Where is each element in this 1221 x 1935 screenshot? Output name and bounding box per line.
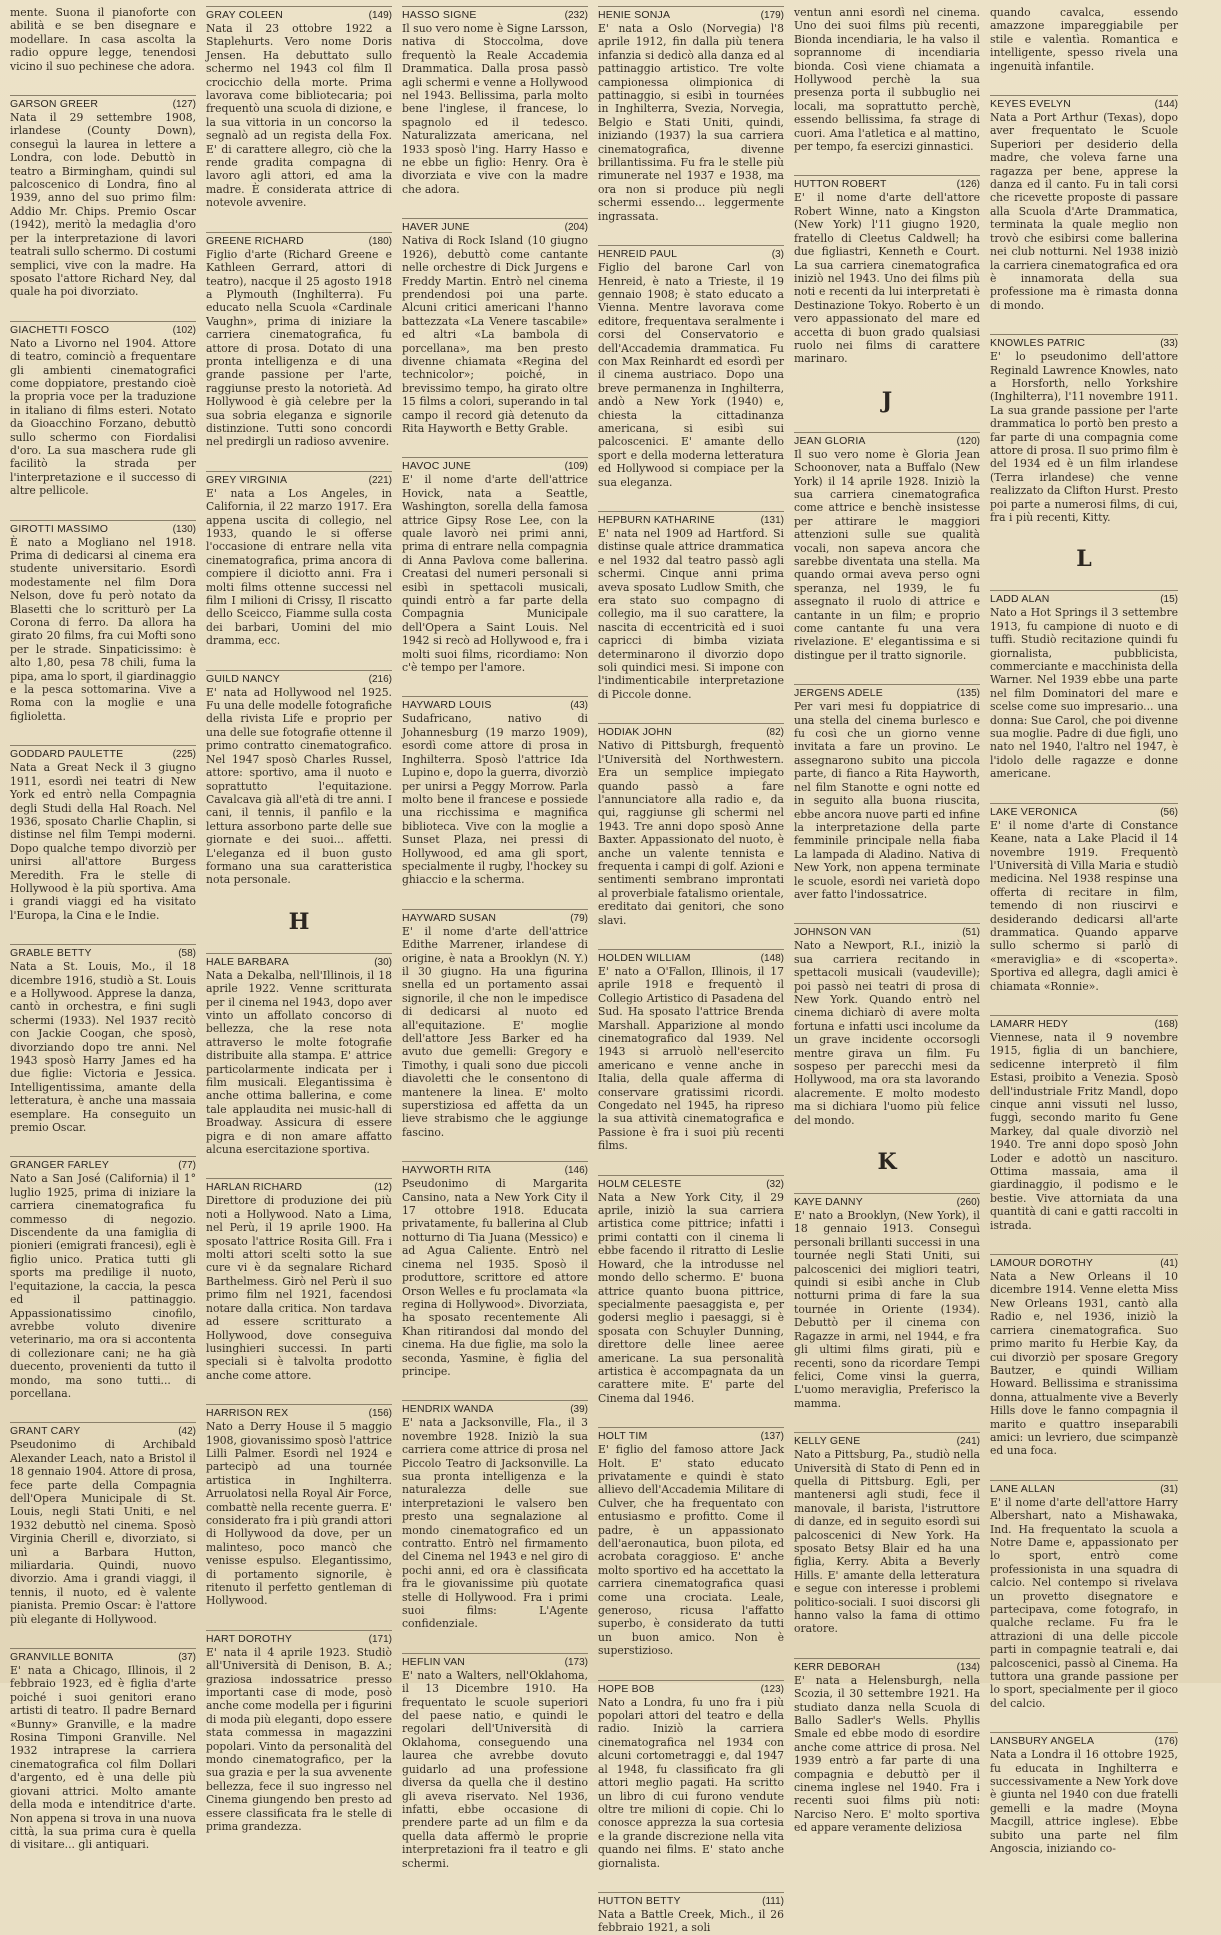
- entry-number: (171): [368, 1633, 392, 1645]
- entry-hayward-susan: [402, 909, 588, 1140]
- entry-henie-sonja: [598, 6, 784, 223]
- entry-header: [990, 1254, 1178, 1269]
- entry-number: (12): [374, 1182, 392, 1194]
- entry-number: (180): [368, 235, 392, 247]
- entry-number: (176): [1154, 1736, 1178, 1748]
- entry-text: Nativo di Pittsburgh, frequentò l'Università del Northwestern. Era un semplice impiegato quando passò a fare l'annunciatore alla radio e, da qui, raggiunse gli schermi nel 1943. Tre anni dopo sposò Anne Baxter. Appassionato del nuoto, è anche un valente tennista e frequenta i campi di golf. Azioni e sentimenti sembrano improntati al proverbiale fatalismo orientale, ereditato dai genitori, che sono slavi.: [598, 739, 784, 927]
- entry-number: (58): [178, 948, 196, 960]
- entry-granville-bonita: [10, 1648, 196, 1852]
- continued-text: mente. Suona il pianoforte con abilità e se ben disegnare e modellare. In casa ascolta la radio oppure legge, tenendosi vicino il suo pechinese che adora.: [10, 6, 196, 73]
- entry-name: GRANGER FARLEY: [10, 1159, 110, 1172]
- entry-header: [402, 1653, 588, 1668]
- entry-keyes-evelyn: [990, 95, 1178, 312]
- entry-header: [402, 457, 588, 472]
- entry-name: HOPE BOB: [598, 1682, 655, 1695]
- entry-name: HASSO SIGNE: [402, 9, 477, 21]
- entry-name: HODIAK JOHN: [598, 726, 672, 739]
- entry-number: (148): [760, 952, 784, 964]
- entry-name: HOLDEN WILLIAM: [598, 951, 691, 964]
- column-3: [402, 6, 588, 1870]
- entry-name: GUILD NANCY: [206, 672, 280, 685]
- entry-name: HART DOROTHY: [206, 1632, 293, 1645]
- entry-granger-farley: [10, 1156, 196, 1400]
- entry-name: HAVER JUNE: [402, 221, 470, 234]
- entry-kaye-danny: [794, 1193, 980, 1410]
- entry-text: Nato a Hot Springs il 3 settembre 1913, fu campione di nuoto e di tuffi. Studiò recitazione quindi fu giornalista, pubblicista, commerciante e macchinista della Warner. Nel 1939 ebbe una parte nel film Dominatori del mare e scelse come suo impresario... una donna: Sue Carol, che poi divenne sua moglie. Padre di due figli, uno nato nel 1940, l'altro nel 1947, è l'idolo delle ragazze e donne americane.: [990, 606, 1178, 781]
- entry-number: (221): [368, 474, 392, 486]
- entry-hayworth-rita: [402, 1161, 588, 1378]
- entry-text: Viennese, nata il 9 novembre 1915, figlia di un banchiere, sedicenne interpretò il film Estasi, proibito a Venezia. Sposò dell'industriale Fritz Mandl, dopo cinque anni vissuti nel lusso, fuggì, secondo marito fu Gene Markey, dal quale divorziò nel 1940. Tre anni dopo sposò John Loder e adottò un nascituro. Ottima massaia, ama il giardinaggio, il podismo e le bestie. Vive attorniata da una quantità di cani e gatti raccolti in istrada.: [990, 1030, 1178, 1232]
- column-4: [598, 6, 784, 1935]
- entry-name: HEFLIN VAN: [402, 1655, 466, 1668]
- entry-header: [598, 949, 784, 964]
- entry-name: JOHNSON VAN: [794, 926, 872, 939]
- entry-text: E' nata a Oslo (Norvegia) l'8 aprile 1912, fin dalla più tenera infanzia si dedicò alla danza ed al pattinaggio artistico. Tre volte campionessa olimpionica di pattinaggio, si esibì in tournées in Inghilterra, Svezia, Norvegia, Belgio e Stati Uniti, quindi, iniziando (1937) la sua carriera cinematografica, divenne brillantissima. Fu fra le stelle più rimunerate nel 1937 e 1938, ma ora non si produce più negli schermi essendo... leggermente ingrassata.: [598, 22, 784, 223]
- entry-text: E' il nome d'arte dell'attore Harry Albershart, nato a Mishawaka, Ind. Ha frequentato la scuola a Notre Dame e, appassionato per lo sport, entrò come professionista in una squadra di calcio. Nel contempo si rivelava un provetto disegnatore e partecipava, come fotografo, in qualche reclame. Fu fra le attrazioni di una delle piccole parti in compagnie teatrali e, dai palcoscenici, passò al Cinema. Ha tuttora una grande passione per lo sport, specialmente per il gioco del calcio.: [990, 1495, 1178, 1710]
- entry-number: (111): [762, 1895, 784, 1907]
- entry-header: [402, 218, 588, 233]
- continued-text: ventun anni esordì nel cinema. Uno dei suoi films più recenti, Bionda incendiaria, le ha valso il soprannome di incendiaria bionda. Così viene chiamata a Hollywood perchè la sua presenza porta il subbuglio nei locali, ma soprattutto perchè, essendo bellissima, fa strage di cuori. Ama l'atletica e al mattino, per tempo, fa esercizi ginnastici.: [794, 6, 980, 154]
- entry-havoc-june: [402, 457, 588, 674]
- entry-name: KAYE DANNY: [794, 1196, 863, 1209]
- entry-header: [402, 909, 588, 924]
- entry-text: E' il nome d'arte dell'attore Robert Winne, nato a Kingston (New York) l'11 giugno 1920, fratello di Cleetus Caldwell; ha due figliastri, Kenneth e Court. La sua carriera cinematografica iniziò nel 1943. Uno dei films più noti e recenti da lui interpretati è Destinazione Tokyo. Roberto è un vero appassionato del mare ed accetta di buon grado qualsiasi ruolo nei films di carattere marinaro.: [794, 191, 980, 366]
- entry-header: [10, 745, 196, 760]
- entry-name: GRAY COLEEN: [206, 9, 284, 21]
- entry-heflin-van: [402, 1653, 588, 1870]
- entry-text: Nato a Pittsburg, Pa., studiò nella Università di Stato di Penn ed in quella di Pittsburg. Egli, per mantenersi agli studi, fece il manovale, il barista, l'istruttore di danze, ed in seguito esordì sui palcoscenici di New York. Ha sposato Betsy Blair ed ha una figlia, Kerry. Abita a Beverly Hills. E' amante della letteratura e segue con interesse i problemi politico-sociali. I suoi discorsi gli hanno valso la fama di ottimo oratore.: [794, 1448, 980, 1636]
- entry-number: (179): [760, 10, 784, 21]
- entry-header: [990, 1732, 1178, 1747]
- entry-jergens-adele: [794, 684, 980, 901]
- entry-number: (146): [564, 1165, 588, 1177]
- entry-name: HOLM CELESTE: [598, 1177, 682, 1190]
- entry-name: HUTTON ROBERT: [794, 178, 887, 191]
- entry-number: (131): [760, 515, 784, 526]
- entry-text: E' nato a Walters, nell'Oklahoma, il 13 Dicembre 1910. Ha frequentato le scuole superiori del paese natio, e quindi le regolari dell'Università di Oklahoma, conseguendo una laurea che avrebbe dovuto guidarlo ad una professione diversa da quella che il destino gli aveva riservato. Nel 1936, infatti, ebbe occasione di prendere parte ad un film e da quella data affermò le proprie interpretazioni fra il teatro e gli schermi.: [402, 1668, 588, 1870]
- entry-header: [598, 1892, 784, 1907]
- entry-header: [598, 6, 784, 21]
- entry-text: Sudafricano, nativo di Johannesburg (19 marzo 1909), esordì come attore di prosa in Inghilterra. Sposò l'attrice Ida Lupino e, dopo la guerra, divorziò per unirsi a Peggy Morrow. Parla molto bene il francese e possiede una ricchissima e magnifica biblioteca. Vive con la moglie a Sunset Plaza, nei pressi di Hollywood, ed ama gli sport, specialmente il rugby, l'hockey su ghiaccio e la scherma.: [402, 712, 588, 887]
- entry-name: GREENE RICHARD: [206, 234, 304, 247]
- entry-hepburn-katharine: [598, 511, 784, 701]
- entry-name: HAYWORTH RITA: [402, 1164, 491, 1177]
- entry-name: HENIE SONJA: [598, 9, 671, 21]
- entry-number: (41): [1160, 1258, 1178, 1270]
- entry-number: (204): [564, 222, 588, 234]
- entry-number: (56): [1160, 806, 1178, 818]
- entry-name: GARSON GREER: [10, 98, 99, 111]
- entry-text: E' nata a Helensburgh, nella Scozia, il 30 settembre 1921. Ha studiato danza nella Scuola di Ballo Sadler's Wells. Phyllis Smale ed ebbe modo di esordire anche come attrice di prosa. Nel 1939 entrò a far parte di una compagnia e debuttò per il cinema inglese nel 1940. Fra i recenti suoi films più noti: Narciso Nero. E' molto sportiva ed appare veramente deliziosa: [794, 1673, 980, 1835]
- entry-hendrix-wanda: [402, 1400, 588, 1631]
- entry-gray-coleen: [206, 6, 392, 210]
- entry-greene-richard: [206, 232, 392, 449]
- entry-name: LAMARR HEDY: [990, 1017, 1069, 1030]
- entry-name: KELLY GENE: [794, 1435, 861, 1448]
- entry-number: (30): [374, 956, 392, 968]
- entry-header: [990, 1015, 1178, 1030]
- entry-hutton-robert: [794, 175, 980, 365]
- entry-name: HALE BARBARA: [206, 955, 289, 968]
- entry-number: (77): [178, 1160, 196, 1172]
- entry-header: [990, 803, 1178, 818]
- entry-name: HUTTON BETTY: [598, 1894, 681, 1907]
- entry-header: [598, 723, 784, 738]
- entry-name: HARLAN RICHARD: [206, 1181, 303, 1194]
- entry-header: [794, 1658, 980, 1673]
- entry-header: [402, 1161, 588, 1176]
- entry-number: (37): [178, 1652, 196, 1664]
- column-2: [206, 6, 392, 1834]
- entry-header: [598, 1427, 784, 1442]
- entry-header: [206, 232, 392, 247]
- entry-header: [206, 6, 392, 21]
- entry-header: [598, 1680, 784, 1695]
- entry-holt-tim: [598, 1427, 784, 1658]
- entry-header: [206, 1630, 392, 1645]
- entry-text: Nata a Battle Creek, Mich., il 26 febbraio 1921, a soli: [598, 1907, 784, 1935]
- entry-name: GRANVILLE BONITA: [10, 1651, 114, 1664]
- entry-number: (43): [570, 700, 588, 712]
- entry-name: GODDARD PAULETTE: [10, 748, 124, 761]
- entry-header: [794, 175, 980, 190]
- entry-number: (225): [172, 749, 196, 761]
- entry-number: (137): [760, 1431, 784, 1443]
- entry-name: KERR DEBORAH: [794, 1660, 881, 1673]
- entry-text: È nato a Mogliano nel 1918. Prima di dedicarsi al cinema era studente universitario. Esordì modestamente nel film Dora Nelson, dove fu però notato da Blasetti che lo scritturò per La Corona di ferro. Da allora ha girato 20 films, fra cui Mofti sono per le strade. Sinpaticissimo: è alto 1,80, pesa 78 chili, fuma la pipa, ama lo sport, il giardinaggio e la pesca sottomarina. Vive a Roma con la moglie e una figlioletta.: [10, 535, 196, 723]
- entry-header: [794, 923, 980, 938]
- entry-hayward-louis: [402, 696, 588, 886]
- entry-name: GIACHETTI FOSCO: [10, 323, 110, 336]
- entry-header: [990, 1480, 1178, 1495]
- entry-garson-greer: [10, 95, 196, 299]
- entry-text: E' il nome d'arte dell'attrice Edithe Marrener, irlandese di origine, è nata a Brooklyn (N. Y.) il 30 giugno. Ha una figurina snella ed un portamento assai signorile, il che non le impedisce di dedicarsi al nuoto ed all'equitazione. E' moglie dell'attore Jess Barker ed ha avuto due gemelli: Gregory e Timothy, i quali sono due piccoli diavoletti che le consentono di mantenere la linea. E' molto superstiziosa ed affetta da un lieve strabismo che le aggiunge fascino.: [402, 924, 588, 1139]
- entry-text: Nato a San José (California) il 1° luglio 1925, prima di iniziare la carriera cinematografica fu commesso di negozio. Discendente da una famiglia di pionieri (emigrati francesi), egli è figlio unico. Pratica tutti gli sports ma predilige il nuoto, l'equitazione, la caccia, la pesca ed il pattinaggio. Appassionatissimo cinofilo, avrebbe voluto divenire veterinario, ma ora si accontenta di collezionare cani; ne ha già duecento, provenienti da tutto il mondo, ma sono tutti... di porcellana.: [10, 1172, 196, 1400]
- entry-name: HENDRIX WANDA: [402, 1403, 494, 1416]
- entry-header: [598, 245, 784, 260]
- entry-name: GRANT CARY: [10, 1425, 81, 1438]
- entry-number: (149): [368, 10, 392, 21]
- entry-name: HOLT TIM: [598, 1430, 648, 1443]
- entry-number: (168): [1154, 1018, 1178, 1030]
- entry-girotti-massimo: [10, 520, 196, 724]
- entry-name: LAMOUR DOROTHY: [990, 1257, 1094, 1270]
- entry-grable-betty: [10, 944, 196, 1134]
- entry-header: [402, 1400, 588, 1415]
- entry-text: E' nata ad Hollywood nel 1925. Fu una delle modelle fotografiche della rivista Life e proprio per una delle sue fotografie ottenne il primo contratto cinematografico. Nel 1947 sposò Charles Russel, attore: sportivo, ama il nuoto e soprattutto l'equitazione. Cavalcava già all'età di tre anni. I cani, il tennis, il panfilo e la lettura assorbono parte delle sue giornate e dei suoi... affetti. L'eleganza ed il buon gusto formano una sua caratteristica nota personale.: [206, 685, 392, 887]
- entry-text: E' nata a Los Angeles, in California, il 22 marzo 1917. Era appena uscita di collegio, nel 1933, quando le si offerse l'occasione di entrare nella vita cinematografica, prima ancora di compiere il diciotto anni. Fra i molti films ottenne successi nel film I milioni di Crissy, Il riscatto dello Sceicco, Fiamme sulla costa dei barbari, Uomini del mio dramma, ecc.: [206, 486, 392, 648]
- entry-header: [402, 696, 588, 711]
- entry-text: E' il nome d'arte di Constance Keane, nata a Lake Placid il 14 novembre 1919. Frequentò l'Università di Villa Maria e studiò medicina. Nel 1938 respinse una offerta di recitare in film, temendo di non riuscirvi e desiderando dedicarsi all'arte drammatica. Quando apparve sullo schermo si parlò di «meraviglia» e di «scoperta». Sportiva ed allegra, dagli amici è chiamata «Ronnie».: [990, 818, 1178, 993]
- entry-name: KNOWLES PATRIC: [990, 337, 1086, 350]
- entry-number: (109): [564, 461, 588, 473]
- section-letter: L: [1076, 546, 1092, 573]
- entry-name: JEAN GLORIA: [794, 434, 866, 447]
- entry-hope-bob: [598, 1680, 784, 1870]
- entry-text: E' nata a Jacksonville, Fla., il 3 novembre 1928. Iniziò la sua carriera come attrice di prosa nel Piccolo Teatro di Jacksonville. La sua pronta intelligenza e la naturalezza delle sue interpretazioni le valsero ben presto una segnalazione al mondo cinematografico ed un contratto. Entrò nel firmamento del Cinema nel 1943 e nel giro di pochi anni, ed ora è classificata fra le giovanissime più quotate stelle di Hollywood. Fra i primi suoi films: L'Agente confidenziale.: [402, 1416, 588, 1631]
- entry-text: Nata a Londra il 16 ottobre 1925, fu educata in Inghilterra e successivamente a New York dove è giunta nel 1940 con due fratelli gemelli e la madre (Moyna Macgill, attrice inglese). Ebbe subito una parte nel film Angoscia, iniziando co-: [990, 1748, 1178, 1856]
- entry-johnson-van: [794, 923, 980, 1127]
- entry-name: JERGENS ADELE: [794, 687, 883, 700]
- entry-number: (15): [1160, 594, 1178, 606]
- entry-text: Pseudonimo di Margarita Cansino, nata a New York City il 17 ottobre 1918. Educata privatamente, fu ballerina al Club notturno di Tia Juana (Messico) e ad Agua Caliente. Entrò nel cinema nel 1935. Sposò il produttore, scrittore ed attore Orson Welles e fu proclamata «la regina di Hollywood». Divorziata, ha sposato recentemente Ali Khan ritirandosi dal mondo del cinema. Ha due figlie, ma solo la seconda, Yasmine, è figlia del principe.: [402, 1177, 588, 1378]
- entry-hasso-signe: [402, 6, 588, 196]
- entry-text: Nativa di Rock Island (10 giugno 1926), debuttò come cantante nelle orchestre di Dick Jurgens e Freddy Martin. Entrò nel cinema prendendosi poi una parte. Alcuni critici americani l'hanno battezzata «La Venere tascabile» ed altri «La bambola di porcellana», ma ben presto divenne chiamata «Regina del technicolor»; poiché, in brevissimo tempo, ha girato oltre 15 films a colori, superando in tal campo il record già detenuto da Rita Hayworth e Betty Grable.: [402, 234, 588, 435]
- entry-kelly-gene: [794, 1432, 980, 1636]
- entry-text: Il suo vero nome è Signe Larsson, nativa di Stoccolma, dove frequentò la Reale Accademia Drammatica. Dalla prosa passò agli schermi e venne a Hollywood nel 1943. Bellissima, parla molto bene l'inglese, il francese, lo spagnolo ed il tedesco. Naturalizzata americana, nel 1933 sposò l'ing. Harry Hasso e ne ebbe un figlio: Henry. Ora è divorziata e vive con la madre che adora.: [402, 22, 588, 196]
- entry-text: Nata a New York City, il 29 aprile, iniziò la sua carriera artistica come pittrice; infatti i primi contatti con il cinema li ebbe facendo il ritratto di Leslie Howard, che la introdusse nel mondo dello schermo. E' buona attrice quanto buona pittrice, specialmente paesaggista e, per godersi meglio i paesaggi, si è sposata con Schuyler Dunning, direttore delle linee aeree americane. La sua personalità artistica è accompagnata da un carattere mite. E' parte del Cinema dal 1946.: [598, 1190, 784, 1405]
- entry-henreid-paul: [598, 245, 784, 489]
- entry-text: Figlio del barone Carl von Henreid, è nato a Trieste, il 19 gennaio 1908; è stato educato a Vienna. Mentre lavorava come editore, frequentava seralmente i corsi del Conservatorio e dell'Accademia drammatica. Fu con Max Reinhardt ed esordì per il cinema austriaco. Dopo una breve permanenza in Inghilterra, andò a New York (1940) e, chiesta la cittadinanza americana, si esibì sui palcoscenici. E' amante dello sport e della moderna letteratura ed Hollywood si compiace per la sua eleganza.: [598, 261, 784, 489]
- entry-harlan-richard: [206, 1178, 392, 1382]
- section-letter: J: [881, 387, 893, 414]
- entry-grey-virginia: [206, 471, 392, 648]
- entry-text: Nato a Londra, fu uno fra i più popolari attori del teatro e della radio. Iniziò la carriera cinematografica nel 1934 con alcuni cortometraggi e, dal 1947 al 1948, fu classificato fra gli attori meglio pagati. Ha scritto un libro di cui furono vendute oltre tre milioni di copie. Chi lo conosce apprezza la sua cortesia e la grande discrezione nella vita quando nei films. E' stato anche giornalista.: [598, 1695, 784, 1870]
- entry-text: E' il nome d'arte dell'attrice Hovick, nata a Seattle, Washington, sorella della famosa attrice Gipsy Rose Lee, con la quale lavorò nei primi anni, prima di entrare nella compagnia di Anna Pavlova come ballerina. Creatasi del numeri personali si esibì in spettacoli musicali, quindi entrò a far parte della Compagnia Municipale dell'Opera a Saint Louis. Nel 1942 si recò ad Hollywood e, fra i molti suoi films, ricordiamo: Non c'è tempo per l'amore.: [402, 473, 588, 675]
- entry-text: Nata a Port Arthur (Texas), dopo aver frequentato le Scuole Superiori per desiderio della madre, che voleva farne una ragazza per bene, apprese la danza ed il canto. Fu in tali corsi che ricevette proposte di passare alla Scuola d'Arte Drammatica, terminata la quale meglio non trovò che esibirsi come ballerina nei club notturni. Nel 1938 iniziò la carriera cinematografica ed ora è innamorata della sua professione ma è rimasta donna di mondo.: [990, 111, 1178, 312]
- entry-header: [206, 1178, 392, 1193]
- entry-guild-nancy: [206, 670, 392, 887]
- entry-header: [206, 1404, 392, 1419]
- entry-hart-dorothy: [206, 1630, 392, 1834]
- entry-name: HAYWARD SUSAN: [402, 911, 497, 924]
- section-letter: H: [288, 908, 310, 935]
- entry-name: GIROTTI MASSIMO: [10, 522, 109, 535]
- entry-text: Figlio d'arte (Richard Greene e Kathleen Gerrard, attori di teatro), nacque il 25 agosto 1918 a Plymouth (Inghilterra). Fu educato nella Scuola «Cardinale Vaughn», prima di iniziare la carriera cinematografica, fu attore di prosa. Dotato di una pronta intelligenza e di una grande passione per l'arte, raggiunse presto la notorietà. Ad Hollywood è già celebre per la sua sobria eleganza e signorile distinzione. Tutti sono concordi nel predirgli un radioso avvenire.: [206, 247, 392, 449]
- entry-header: [990, 590, 1178, 605]
- entry-text: Nata il 23 ottobre 1922 a Staplehurts. Vero nome Doris Jensen. Ha debuttato sullo schermo nel 1943 col film Il crocicchio della morte. Prima lavorava come bibliotecaria; poi frequentò una scuola di dizione, e la sua vittoria in un concorso la segnalò ad un regista della Fox. E' di carattere allegro, ciò che la rende gradita compagna di lavoro agli attori, ed ama la madre. È considerata attrice di notevole avvenire.: [206, 22, 392, 210]
- section-letter: K: [877, 1149, 897, 1176]
- entry-number: (39): [570, 1404, 588, 1416]
- entry-hutton-betty: [598, 1892, 784, 1935]
- entry-text: E' nata nel 1909 ad Hartford. Si distinse quale attrice drammatica e nel 1932 dal teatro passò agli schermi. Cinque anni prima aveva sposato Ludlow Smith, che era stato suo compagno di collegio, ma il suo carattere, la nascita di eccentricità ed i suoi capricci di bimba viziata determinarono il divorzio dopo soli quindici mesi. Si impone con l'indimenticabile interpretazione di Piccole donne.: [598, 527, 784, 701]
- entry-text: Direttore di produzione dei più noti a Hollywood. Nato a Lima, nel Perù, il 19 aprile 1900. Ha sposato l'attrice Rosita Gill. Fra i molti attori scelti sotto la sue cure vi è da segnalare Richard Barthelmess. Girò nel Perù il suo primo film nel 1921, facendosi notare dalla critica. Non tardava ad essere scritturato a Hollywood, dove conseguiva lusinghieri successi. In parti speciali si è talvolta prodotto anche come attore.: [206, 1194, 392, 1382]
- entry-header: [206, 471, 392, 486]
- entry-name: LANSBURY ANGELA: [990, 1735, 1095, 1748]
- entry-knowles-patric: [990, 334, 1178, 524]
- entry-number: (120): [956, 435, 980, 447]
- entry-goddard-paulette: [10, 745, 196, 922]
- entry-text: Nato a Livorno nel 1904. Attore di teatro, cominciò a frequentare gli ambienti cinematografici come doppiatore, prestando cioè la propria voce per la traduzione in italiano di films esteri. Notato da Gioacchino Forzano, debuttò sullo schermo con Fiordalisi d'oro. La sua maschera rude gli facilitò la strada per l'interpretazione e il successo di altre pellicole.: [10, 336, 196, 498]
- entry-text: Nato a Derry House il 5 maggio 1908, giovanissimo sposò l'attrice Lilli Palmer. Esordì nel 1924 e partecipò ad una tournée artistica in Inghilterra. Arruolatosi nella Royal Air Force, combattè nella recente guerra. E' considerato fra i più grandi attori di Hollywood da dove, per un malinteso, poco mancò che venisse espulso. Elegantissimo, di portamento signorile, è ritenuto il perfetto gentleman di Hollywood.: [206, 1420, 392, 1608]
- entry-name: LANE ALLAN: [990, 1482, 1056, 1495]
- entry-text: Nata il 29 settembre 1908, irlandese (County Down), conseguì la laurea in lettere a Londra, con lode. Debuttò in teatro a Birmingham, quindi sul palcoscenico di Londra, fino al 1939, anno del suo primo film: Addio Mr. Chips. Premio Oscar (1942), meritò la medaglia d'oro per la interpretazione di lavori teatrali sullo schermo. Di costumi semplici, vive con la madre. Ha sposato l'attore Richard Ney, dal quale ha poi divorziato.: [10, 111, 196, 299]
- entry-text: Pseudonimo di Archibald Alexander Leach, nato a Bristol il 18 gennaio 1904. Attore di prosa, fece parte della Compagnia dell'Opera Municipale di St. Louis, negli Stati Uniti, e nel 1932 debuttò nel cinema. Sposò Virginia Cherill e, divorziato, si unì a Barbara Hutton, miliardaria. Quindi, nuovo divorzio. Ama i grandi viaggi, il tennis, il nuoto, ed è valente pianista. Premio Oscar: è l'attore più elegante di Hollywood.: [10, 1438, 196, 1626]
- entry-number: (102): [172, 324, 196, 336]
- entry-grant-cary: [10, 1422, 196, 1626]
- entry-name: LAKE VERONICA: [990, 805, 1078, 818]
- entry-text: Il suo vero nome è Gloria Jean Schoonover, nata a Buffalo (New York) il 14 aprile 1928. Iniziò la sua carriera cinematografica come attrice e benchè insistesse per attirare le maggiori attenzioni sulle sue qualità vocali, non sapeva ancora che sarebbe diventata una stella. Ma quando ormai aveva perso ogni speranza, nel 1939, le fu assegnato il ruolo di attrice e cantante in un film; e proprio come cantante fu una vera rivelazione. E' elegantissima e si distingue per il tratto signorile.: [794, 447, 980, 662]
- entry-text: E' figlio del famoso attore Jack Holt. E' stato educato privatamente e quindi è stato allievo dell'Accademia Militare di Culver, che ha frequentato con entusiasmo e profitto. Come il padre, è un appassionato dell'aeronautica, buon pilota, ed acrobata coraggioso. E' anche molto sportivo ed ha accettato la carriera cinematografica quasi come una crociata. Leale, generoso, ricusa l'affatto superbo, è considerato da tutti un buon amico. Non è superstizioso.: [598, 1443, 784, 1658]
- entry-lane-allan: [990, 1480, 1178, 1711]
- entry-name: HAYWARD LOUIS: [402, 699, 492, 712]
- entry-header: [206, 953, 392, 968]
- entry-header: [10, 95, 196, 110]
- entry-number: (156): [368, 1408, 392, 1420]
- entry-header: [10, 321, 196, 336]
- entry-header: [794, 1432, 980, 1447]
- entry-number: (127): [172, 99, 196, 111]
- entry-header: [598, 1175, 784, 1190]
- entry-header: [10, 1422, 196, 1437]
- entry-name: HARRISON REX: [206, 1407, 289, 1420]
- entry-header: [402, 6, 588, 21]
- entry-header: [10, 520, 196, 535]
- entry-number: (31): [1160, 1483, 1178, 1495]
- entry-number: (42): [178, 1426, 196, 1438]
- entry-kerr-deborah: [794, 1658, 980, 1835]
- continued-text: quando cavalca, essendo amazzone impareggiabile per stile e valentìa. Romantica e intelligente, spesso rivela una ingenuità infantile.: [990, 6, 1178, 73]
- entry-name: LADD ALAN: [990, 593, 1050, 606]
- entry-header: [598, 511, 784, 526]
- entry-name: GRABLE BETTY: [10, 947, 92, 960]
- entry-number: (173): [564, 1656, 588, 1668]
- entry-header: [794, 684, 980, 699]
- entry-text: E' nata a Chicago, Illinois, il 2 febbraio 1923, ed è figlia d'arte poiché i suoi genitori erano artisti di teatro. Il padre Bernard «Bunny» Granville, e la madre Rosina Timponi Granville. Nel 1932 intraprese la carriera cinematografica col film Dollari d'argento, ed è una delle più giovani attrici. Molto amante della moda e intenditrice d'arte. Non appena si trova in una nuova città, la sua prima cura è quella di visitare... gli antiquari.: [10, 1664, 196, 1852]
- entry-holm-celeste: [598, 1175, 784, 1406]
- entry-number: (32): [766, 1178, 784, 1190]
- entry-header: [10, 944, 196, 959]
- entry-name: GREY VIRGINIA: [206, 473, 288, 486]
- entry-text: E' nato a Brooklyn, (New York), il 18 gennaio 1913. Conseguì personali brillanti successi in una tournée negli Stati Uniti, sui palcoscenici dei migliori teatri, quindi si esibì anche in Club notturni prima di fare la sua tournée in Oriente (1934). Debuttò per il cinema con Ragazze in armi, nel 1944, e fra gli ultimi films girati, più e recenti, sono da ricordare Tempi felici, Come vinsi la guerra, L'uomo meraviglia, Preferisco la mamma.: [794, 1209, 980, 1410]
- columns-container: [10, 6, 1213, 1935]
- entry-lamarr-hedy: [990, 1015, 1178, 1232]
- entry-number: (123): [760, 1683, 784, 1695]
- entry-jean-gloria: [794, 432, 980, 663]
- column-1: [10, 6, 196, 1852]
- entry-number: (33): [1160, 338, 1178, 350]
- entry-text: Nato a Newport, R.I., iniziò la sua carriera recitando in spettacoli musicali (vaudeville); poi passò nei teatri di prosa di New York. Quando entrò nel cinema dichiarò di avere molta fortuna e infatti usci incolume da un grave incidente occorsogli mentre girava un film. Fu sospeso per parecchi mesi da Hollywood, ma ora sta lavorando alacremente. E molto modesto ma si dichiara l'uomo più felice del mondo.: [794, 939, 980, 1127]
- entry-text: Nata a New Orleans il 10 dicembre 1914. Venne eletta Miss New Orleans 1931, cantò alla Radio e, nel 1936, iniziò la carriera cinematografica. Suo primo marito fu Herbie Kay, da cui divorziò per sposare Gregory Bautzer, e quindi William Howard. Bellissima e stranissima donna, attualmente vive a Beverly Hills dove le fanno compagnia il marito e quattro inseparabili amici: un levriero, due scimpanzè ed una foca.: [990, 1270, 1178, 1458]
- entry-holden-william: [598, 949, 784, 1153]
- entry-haver-june: [402, 218, 588, 435]
- entry-number: (130): [172, 523, 196, 535]
- entry-text: E' nata il 4 aprile 1923. Studiò all'Università di Denison, B. A.; graziosa indossatrice presso importanti case di mode, posò anche come modella per i figurini di moda più eleganti, dopo essere stata commessa in magazzini popolari. Vinto da personalità del mondo cinematografico, per la sua grazia e per la sua avvenente bellezza, fece il suo ingresso nel Cinema giungendo ben presto ad essere classificata fra le stelle di prima grandezza.: [206, 1645, 392, 1834]
- entry-lake-veronica: [990, 803, 1178, 993]
- entry-header: [10, 1156, 196, 1171]
- entry-number: (144): [1154, 99, 1178, 111]
- entry-giachetti-fosco: [10, 321, 196, 498]
- entry-header: [206, 670, 392, 685]
- entry-header: [990, 95, 1178, 110]
- column-6: [990, 6, 1178, 1856]
- entry-harrison-rex: [206, 1404, 392, 1608]
- entry-text: Per vari mesi fu doppiatrice di una stella del cinema burlesco e fu così che un giorno venne invitata a fare un provino. Le assegnarono subito una piccola parte, di fianco a Rita Hayworth, nel film Stanotte e ogni notte ed in seguito alla buona riuscita, ebbe ancora nuove parti ed infine la interpretazione della parte femminile principale nella fiaba La lampada di Aladino. Nativa di New York, non appena terminate le scuole, esordì nei varietà dopo aver fatto l'indossatrice.: [794, 700, 980, 901]
- entry-header: [990, 334, 1178, 349]
- entry-name: HAVOC JUNE: [402, 460, 471, 473]
- entry-number: (126): [956, 179, 980, 191]
- entry-lansbury-angela: [990, 1732, 1178, 1855]
- entry-text: E' lo pseudonimo dell'attore Reginald Lawrence Knowles, nato a Horsforth, nello Yorkshire (Inghilterra), l'11 novembre 1911. La sua grande passione per l'arte drammatica lo portò ben presto a far parte di una compagnia come attore di prosa. Il suo primo film è del 1934 ed è un film irlandese (Terra irlandese) che venne realizzato da Clifton Hurst. Presto poi parte a numerosi films, di cui, fra i più recenti, Kitty.: [990, 350, 1178, 524]
- entry-name: HEPBURN KATHARINE: [598, 514, 715, 526]
- entry-text: Nata a Great Neck il 3 giugno 1911, esordì nei teatri di New York ed entrò nella Compagnia degli Studi della Hal Roach. Nel 1936, sposato Charlie Chaplin, si distinse nel film Tempi moderni. Dopo qualche tempo divorziò per unirsi all'attore Burgess Meredith. Fra le stelle di Hollywood è la più sportiva. Ama i grandi viaggi ed ha visitato l'Europa, la Cina e le Indie.: [10, 761, 196, 922]
- entry-number: (260): [956, 1197, 980, 1209]
- entry-text: Nata a Dekalba, nell'Illinois, il 18 aprile 1922. Venne scritturata per il cinema nel 1943, dopo aver vinto un affollato concorso di bellezza, che la rese nota attraverso le molte fotografie distribuite alla stampa. E' attrice particolarmente indicata per i film musicali. Elegantissima è anche ottima ballerina, e come tale applaudita nei music-hall di Broadway. Assicura di essere pigra e di non amare affatto alcuna esercitazione sportiva.: [206, 968, 392, 1157]
- entry-ladd-alan: [990, 590, 1178, 780]
- entry-number: (134): [956, 1661, 980, 1673]
- entry-header: [10, 1648, 196, 1663]
- entry-number: (241): [956, 1436, 980, 1448]
- column-5: [794, 6, 980, 1835]
- entry-number: (79): [570, 912, 588, 924]
- entry-text: Nata a St. Louis, Mo., il 18 dicembre 1916, studiò a St. Louis e a Hollywood. Apprese la danza, cantò in orchestra, e fini sugli schermi (1933). Nel 1937 recitò con Jackie Coogan, che sposò, divorziando dopo tre anni. Nel 1943 sposò Harry James ed ha due figlie: Victoria e Jessica. Intelligentissima, amante della letteratura, è anche una massaia esemplare. Ha conseguito un premio Oscar.: [10, 960, 196, 1135]
- entry-header: [794, 1193, 980, 1208]
- entry-number: (135): [956, 688, 980, 700]
- entry-name: KEYES EVELYN: [990, 98, 1071, 111]
- entry-text: E' nato a O'Fallon, Illinois, il 17 aprile 1918 e frequentò il Collegio Artistico di Pasadena del Sud. Ha sposato l'attrice Brenda Marshall. Apparizione al mondo cinematografico dal 1939. Nel 1943 si arruolò nell'esercito americano e venne anche in Italia, della quale afferma di conservare gratissimi ricordi. Congedato nel 1945, ha ripreso la sua attività cinematografica e Passione è fra i suoi più recenti films.: [598, 964, 784, 1153]
- entry-name: HENREID PAUL: [598, 248, 678, 261]
- entry-number: (232): [564, 10, 588, 21]
- entry-hodiak-john: [598, 723, 784, 927]
- entry-number: (51): [962, 927, 980, 939]
- entry-number: (3): [771, 249, 784, 261]
- entry-number: (82): [766, 727, 784, 739]
- entry-hale-barbara: [206, 953, 392, 1157]
- entry-header: [794, 432, 980, 447]
- entry-lamour-dorothy: [990, 1254, 1178, 1458]
- entry-number: (216): [368, 673, 392, 685]
